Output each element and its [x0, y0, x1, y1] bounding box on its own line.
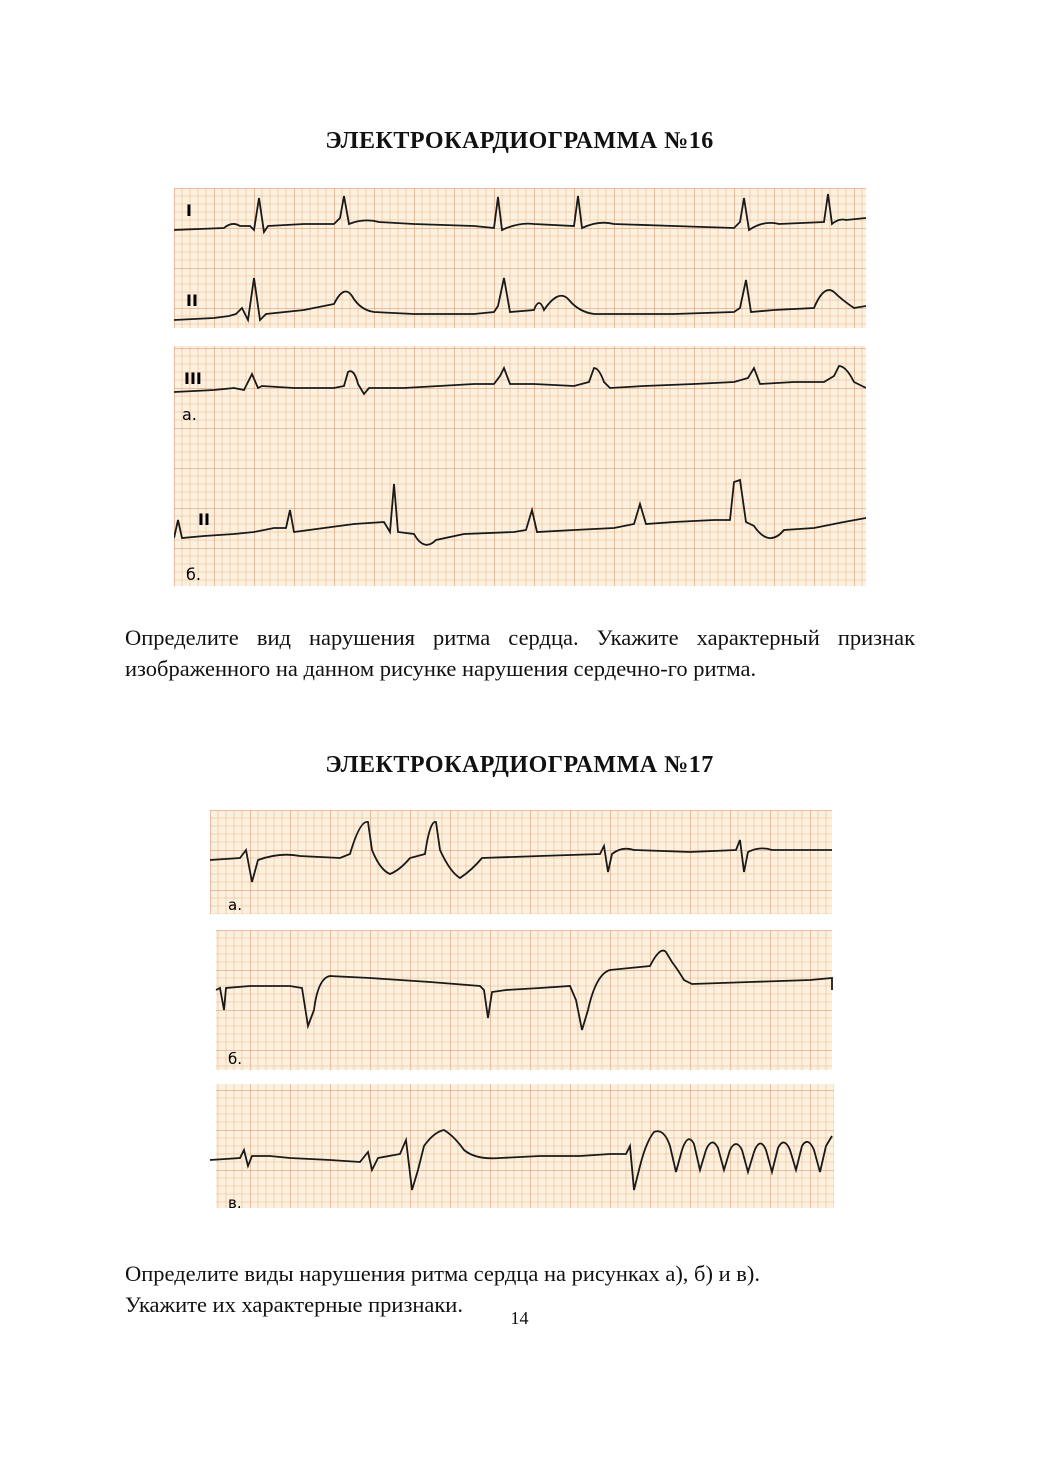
ecg17-question-line1: Определите виды нарушения ритма сердца на рисунках а), б) и в).	[125, 1261, 761, 1286]
ecg17-panel-label-b: б.	[228, 1050, 243, 1068]
ecg17-panel-label-a: а.	[228, 896, 242, 914]
panel-label-a: а.	[182, 405, 197, 424]
ecg17-panel-label-c: в.	[228, 1194, 242, 1210]
lead-label-III: III	[184, 369, 202, 388]
ecg16-strip	[174, 188, 866, 586]
ecg16-title: ЭЛЕКТРОКАРДИОГРАММА №16	[325, 128, 714, 154]
ecg17-grid-a	[210, 810, 832, 914]
lead-label-I: I	[186, 201, 192, 220]
ecg17-grid-b	[216, 930, 832, 1070]
ecg17-strip	[210, 810, 834, 1210]
ecg16-grid-top	[174, 188, 866, 328]
ecg16-question: Определите вид нарушения ритма сердца. Укажите характерный признак изображенного на данном рисунке нарушения сердечно-го ритма.	[125, 625, 915, 681]
ecg17-question-line2: Укажите их характерные признаки.	[125, 1292, 463, 1317]
ecg16-grid-bottom	[174, 346, 866, 586]
ecg17-title: ЭЛЕКТРОКАРДИОГРАММА №17	[325, 752, 714, 778]
lead-label-II: II	[186, 291, 198, 310]
page-number: 14	[510, 1308, 529, 1328]
ecg17-grid-c	[216, 1084, 834, 1208]
panel-label-b: б.	[186, 565, 201, 584]
lead-label-II-b: II	[198, 510, 210, 529]
